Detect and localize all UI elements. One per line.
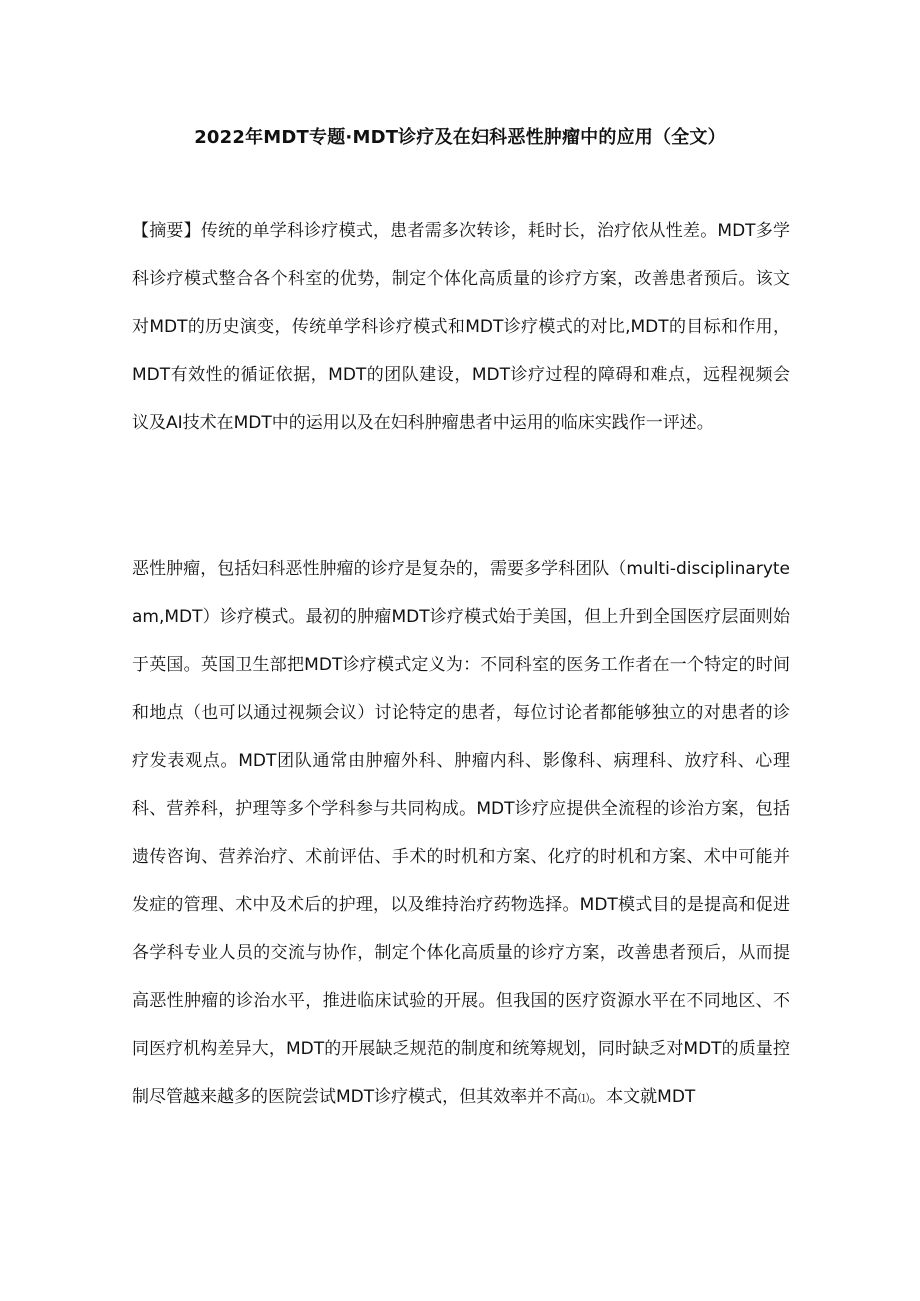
body-text: 恶性肿瘤，包括妇科恶性肿瘤的诊疗是复杂的，需要多学科团队（multi-disciplinaryteam,MDT）诊疗模式。最初的肿瘤MDT诊疗模式始于美国，但上升到全国医疗层面则始于英国。英国卫生部把MDT诊疗模式定义为：不同科室的医务工作者在一个特定的时间和地点（也可以通过视频会议）讨论特定的患者，每位讨论者都能够独立的对患者的诊疗发表观点。MDT团队通常由肿瘤外科、肿瘤内科、影像科、病理科、放疗科、心理科、营养科，护理等多个学科参与共同构成。MDT诊疗应提供全流程的诊治方案，包括遗传咨询、营养治疗、术前评估、手术的时机和方案、化疗的时机和方案、术中可能并发症的管理、术中及术后的护理，以及维持治疗药物选择。MDT模式目的是提高和促进各学科专业人员的交流与协作，制定个体化高质量的诊疗方案，改善患者预后，从而提高恶性肿瘤的诊治水平，推进临床试验的开展。但我国的医疗资源水平在不同地区、不同医疗机构差异大，MDT的开展缺乏规范的制度和统筹规划，同时缺乏对MDT的质量控制尽管越来越多的医院尝试MDT诊疗模式，但其效率并不高 <box>132 559 790 1107</box>
citation-marker[interactable]: ⑴ <box>578 1092 590 1105</box>
abstract-paragraph <box>132 207 790 447</box>
document-title: 2022年MDT专题·MDT诊疗及在妇科恶性肿瘤中的应用（全文） <box>194 127 726 148</box>
abstract-label: 【摘要】 <box>132 221 201 241</box>
body-text-tail: 。本文就MDT <box>589 1087 696 1107</box>
abstract-text: 传统的单学科诊疗模式，患者需多次转诊，耗时长，治疗依从性差。MDT多学科诊疗模式整合各个科室的优势，制定个体化高质量的诊疗方案，改善患者预后。该文对MDT的历史演变，传统单学科诊疗模式和MDT诊疗模式的对比,MDT的目标和作用，MDT有效性的循证依据，MDT的团队建设，MDT诊疗过程的障碍和难点，远程视频会议及AI技术在MDT中的运用以及在妇科肿瘤患者中运用的临床实践作一评述。 <box>132 221 791 433</box>
body-paragraph <box>132 545 790 1123</box>
